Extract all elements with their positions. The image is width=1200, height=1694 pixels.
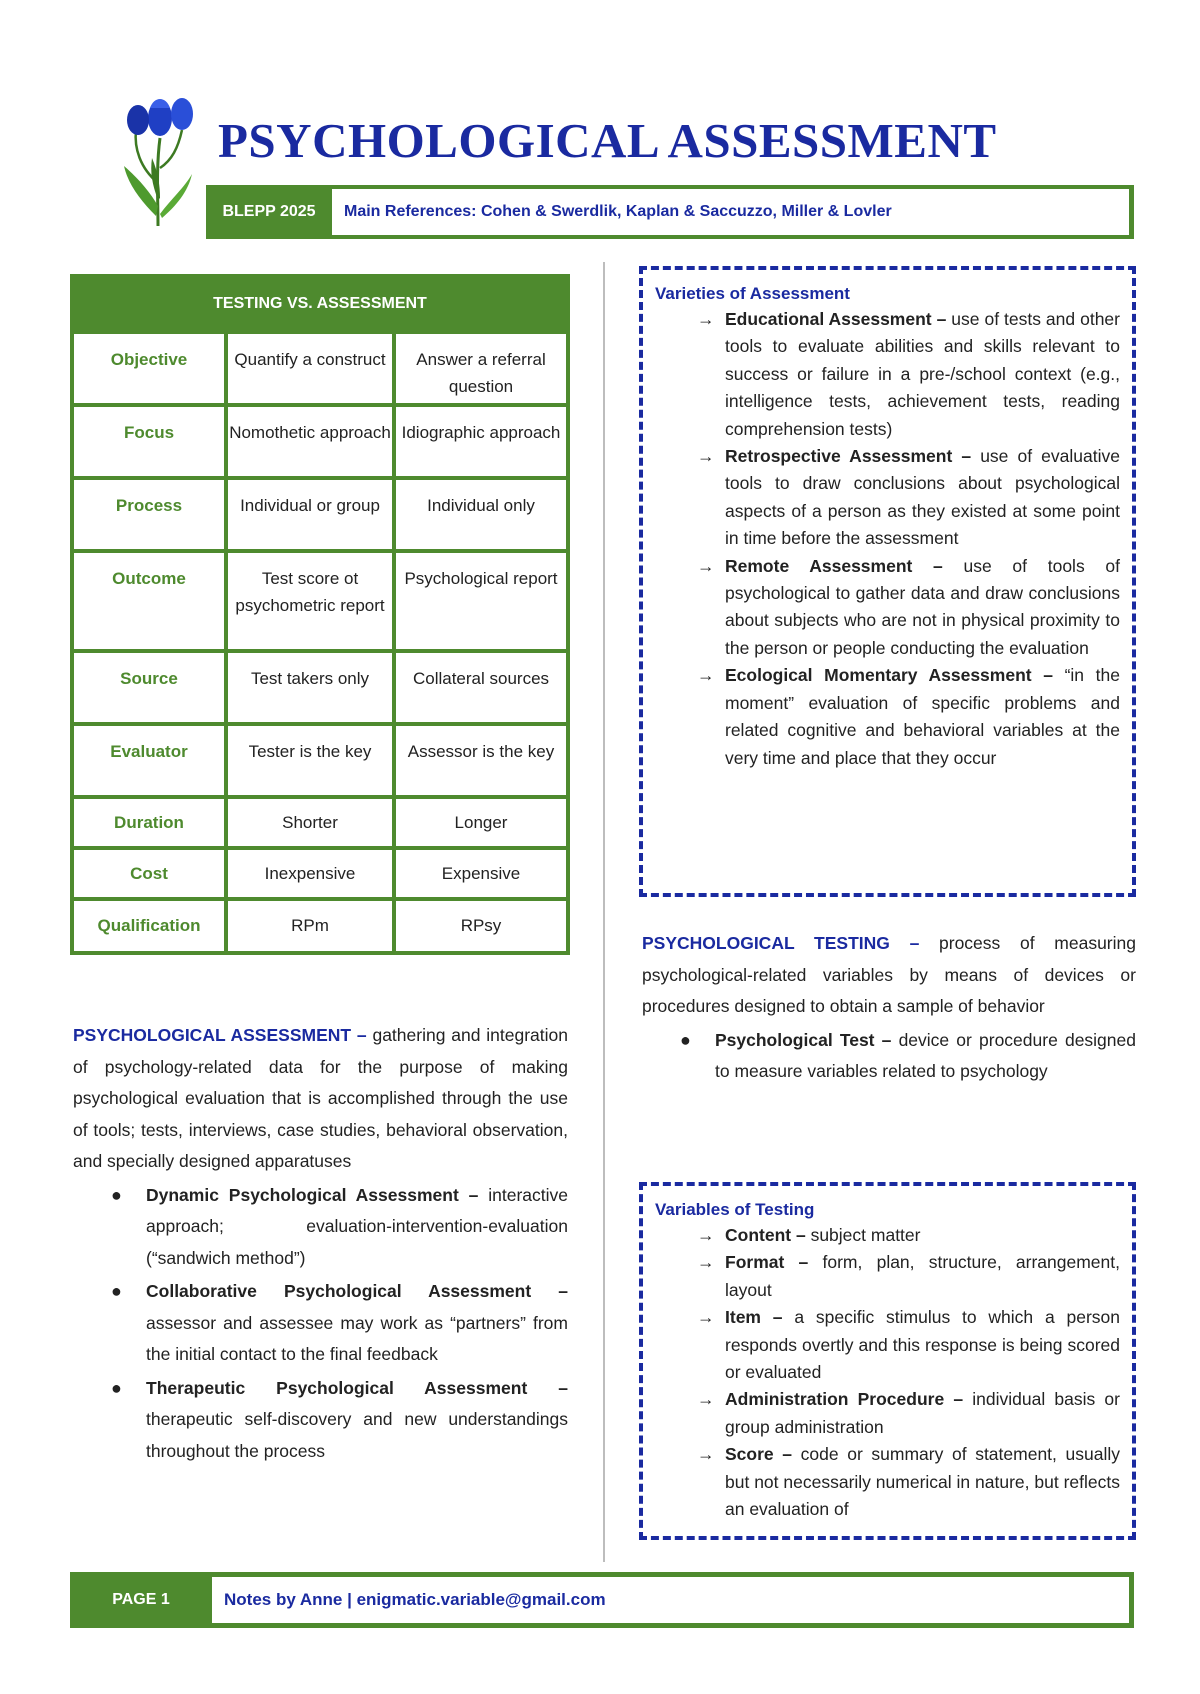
row-label: Duration (74, 799, 224, 846)
assessment-cell: Psychological report (396, 553, 566, 649)
list-item (73, 1276, 568, 1371)
list-item (655, 1386, 1120, 1441)
bullet-dot-icon: ● (680, 1029, 691, 1050)
item-text: code or summary of statement, usually but not necessarily numerical in nature, but reflects an evaluation of (725, 1444, 1120, 1520)
item-term: Format – (725, 1252, 809, 1273)
list-item (655, 1304, 1120, 1386)
table-row (74, 799, 566, 846)
testing-cell: RPm (228, 901, 392, 951)
assessment-cell: Expensive (396, 850, 566, 897)
list-item (655, 553, 1120, 663)
list-item (642, 1025, 1136, 1088)
arrow-right-icon: → (697, 1389, 715, 1410)
table-row (74, 334, 566, 403)
item-text: use of tools of psychological to gather data and draw conclusions about subjects who are not in physical proximity to the person or people conducting the evaluation (725, 555, 1120, 658)
row-label: Source (74, 653, 224, 722)
item-text: therapeutic self-discovery and new understandings throughout the process (146, 1409, 568, 1461)
page-title: PSYCHOLOGICAL ASSESSMENT (218, 113, 997, 168)
item-term: Collaborative Psychological Assessment – (146, 1281, 568, 1301)
table-title: TESTING VS. ASSESSMENT (213, 295, 427, 312)
item-term: Score – (725, 1444, 792, 1465)
row-label: Cost (74, 850, 224, 897)
arrow-right-icon: → (697, 665, 715, 686)
item-term: Therapeutic Psychological Assessment – (146, 1377, 568, 1398)
testing-cell: Shorter (228, 799, 392, 846)
references: Main References: Cohen & Swerdlik, Kaplan & Saccuzzo, Miller & Lovler (332, 189, 1129, 235)
assessment-cell: Longer (396, 799, 566, 846)
row-label: Objective (74, 334, 224, 403)
item-text: individual basis or group administration (725, 1389, 1120, 1437)
exam-tag: BLEPP 2025 (222, 203, 316, 220)
item-text: a specific stimulus to which a person responds overtly and this response is being scored or evaluated (725, 1307, 1120, 1383)
assessment-paragraph (73, 1020, 568, 1178)
row-label: Focus (74, 407, 224, 476)
list-item (655, 1441, 1120, 1523)
list-item (655, 1222, 1120, 1249)
list-item (73, 1373, 568, 1468)
table-row (74, 653, 566, 722)
term: PSYCHOLOGICAL TESTING – (642, 933, 920, 953)
item-term: Administration Procedure – (725, 1389, 964, 1410)
box-title: Variables of Testing (655, 1200, 815, 1219)
testing-cell: Quantify a construct (228, 334, 392, 403)
item-text: assessor and assessee may work as “partners” from the initial contact to the final feedback (146, 1312, 568, 1364)
bullet-dot-icon: ● (111, 1184, 122, 1205)
item-text: interactive approach; evaluation-intervention-evaluation (“sandwich method”) (146, 1184, 568, 1268)
assessment-cell: Assessor is the key (396, 726, 566, 795)
item-term: Retrospective Assessment – (725, 446, 972, 467)
list-item (73, 1180, 568, 1275)
item-text: “in the moment” evaluation of specific problems and related cognitive and behavioral variables at the very time and place that they occur (725, 665, 1120, 768)
header-bar (206, 185, 1134, 239)
definition: process of measuring psychological-related variables by means of devices or procedures designed to obtain a sample of behavior (642, 933, 1136, 1016)
testing-cell: Test score ot psychometric report (228, 553, 392, 649)
list-item (655, 443, 1120, 553)
assessment-definition (73, 1020, 568, 1467)
testing-cell: Test takers only (228, 653, 392, 722)
table-row (74, 407, 566, 476)
arrow-right-icon: → (697, 1225, 715, 1245)
arrow-right-icon: → (697, 555, 715, 576)
item-term: Ecological Momentary Assessment – (725, 665, 1053, 686)
item-term: Remote Assessment – (725, 555, 943, 576)
arrow-right-icon: → (697, 1444, 715, 1465)
definition: gathering and integration of psychology-related data for the purpose of making psychological evaluation that is accomplished through the use of tools; tests, interviews, case studies, behavioral observation, and specially designed apparatuses (73, 1025, 569, 1171)
variables-box (639, 1182, 1136, 1540)
assessment-cell: Answer a referral question (396, 334, 566, 403)
table-row (74, 726, 566, 795)
table-row (74, 850, 566, 897)
column-divider (603, 262, 605, 1562)
item-term: Dynamic Psychological Assessment – (146, 1184, 479, 1205)
assessment-cell: Idiographic approach (396, 407, 566, 476)
assessment-cell: Individual only (396, 480, 566, 549)
testing-definition (642, 928, 1136, 1088)
comparison-table (70, 274, 570, 955)
row-label: Outcome (74, 553, 224, 649)
bullet-dot-icon: ● (111, 1377, 122, 1398)
item-text: use of evaluative tools to draw conclusions about psychological aspects of a person as they existed at some point in time before the assessment (725, 446, 1120, 549)
tulip-icon (120, 88, 200, 228)
testing-cell: Inexpensive (228, 850, 392, 897)
testing-cell: Tester is the key (228, 726, 392, 795)
item-term: Item – (725, 1307, 783, 1328)
item-term: Educational Assessment – (725, 309, 947, 329)
item-text: subject matter (810, 1225, 921, 1245)
row-label: Process (74, 480, 224, 549)
varieties-box (639, 266, 1136, 897)
list-item (655, 1249, 1120, 1304)
row-label: Evaluator (74, 726, 224, 795)
assessment-cell: Collateral sources (396, 653, 566, 722)
list-item (655, 306, 1120, 443)
testing-cell: Individual or group (228, 480, 392, 549)
table-row (74, 553, 566, 649)
row-label: Qualification (74, 901, 224, 951)
footer-bar (70, 1572, 1134, 1628)
item-text: form, plan, structure, arrangement, layout (725, 1252, 1120, 1300)
item-text: device or procedure designed to measure variables related to psychology (715, 1029, 1136, 1081)
term: PSYCHOLOGICAL ASSESSMENT – (73, 1025, 367, 1045)
arrow-right-icon: → (697, 1307, 715, 1328)
list-item (655, 662, 1120, 772)
item-text: use of tests and other tools to evaluate abilities and skills relevant to success or failure in a pre-/school context (e.g., intelligence tests, achievement tests, reading comprehension tests) (725, 309, 1120, 439)
assessment-cell: RPsy (396, 901, 566, 951)
bullet-dot-icon: ● (111, 1281, 122, 1301)
arrow-right-icon: → (697, 1252, 715, 1273)
author-note: Notes by Anne | enigmatic.variable@gmail.com (212, 1577, 1129, 1623)
page-number: PAGE 1 (112, 1591, 170, 1608)
item-term: Content – (725, 1225, 806, 1245)
box-title: Varieties of Assessment (655, 284, 850, 303)
table-row (74, 901, 566, 951)
table-row (74, 480, 566, 549)
testing-paragraph (642, 928, 1136, 1023)
arrow-right-icon: → (697, 309, 715, 329)
arrow-right-icon: → (697, 446, 715, 467)
testing-cell: Nomothetic approach (228, 407, 392, 476)
item-term: Psychological Test – (715, 1029, 892, 1050)
